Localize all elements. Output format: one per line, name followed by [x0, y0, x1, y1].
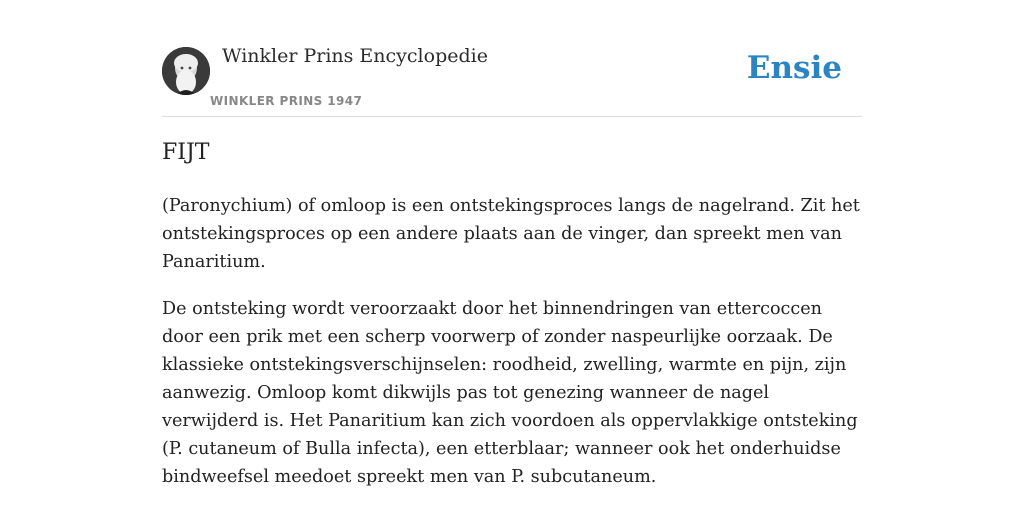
article-body [162, 192, 864, 510]
portrait-icon [162, 47, 210, 95]
article-paragraph: De ontsteking wordt veroorzaakt door het binnendringen van ettercoccen door een prik met een scherp voorwerp of zonder naspeurlijke oorzaak. De klassieke ontstekingsverschijnselen: roodheid, zwelling, warmte en pijn, zijn aanwezig. Omloop komt dikwijls pas tot genezing wanneer de nagel verwijderd is. Het Panaritium kan zich voordoen als oppervlakkige ontsteking (P. cutaneum of Bulla infecta), een etterblaar; wanneer ook het onderhuidse bindweefsel meedoet spreekt men van P. subcutaneum. [162, 299, 858, 487]
source-subtitle[interactable]: WINKLER PRINS 1947 [210, 94, 363, 108]
article-paragraph: (Paronychium) of omloop is een ontstekingsproces langs de nagelrand. Zit het ontstekingsproces op een andere plaats aan de vinger, dan spreekt men van Panaritium. [162, 196, 860, 272]
article-title: FIJT [162, 140, 210, 165]
source-title[interactable]: Winkler Prins Encyclopedie [222, 45, 488, 67]
brand-logo[interactable]: Ensie [746, 50, 842, 86]
header [162, 0, 862, 117]
source-avatar[interactable] [162, 47, 210, 95]
